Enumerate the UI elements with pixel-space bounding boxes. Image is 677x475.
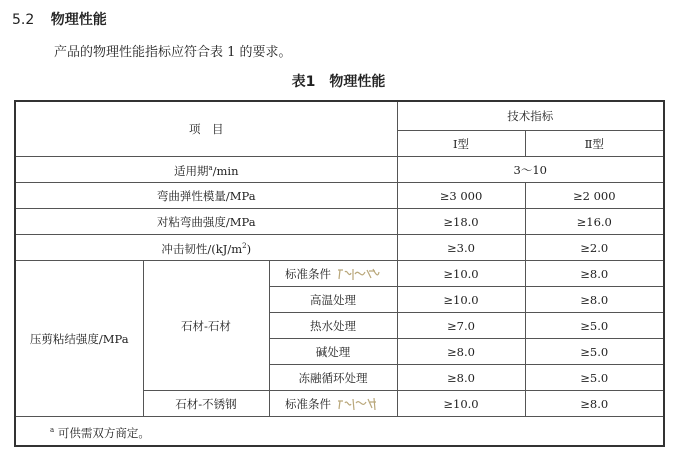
row-label: 对粘弯曲强度/MPa: [15, 209, 397, 235]
value-type2: ≥8.0: [525, 261, 664, 287]
handwritten-signature: [335, 396, 381, 412]
table-row: [15, 183, 664, 209]
value-type2: ≥5.0: [525, 365, 664, 391]
shear-group-stone-stone: 石材-石材: [143, 261, 269, 391]
condition-name: 高温处理: [269, 287, 397, 313]
value-type1: ≥3 000: [397, 183, 525, 209]
shear-group-stone-steel: 石材-不锈钢: [143, 391, 269, 417]
header-type1: Ⅰ型: [397, 131, 525, 157]
value-type2: ≥5.0: [525, 339, 664, 365]
table-row: [15, 209, 664, 235]
value-type1: ≥18.0: [397, 209, 525, 235]
condition-name: 热水处理: [269, 313, 397, 339]
value-type2: ≥8.0: [525, 287, 664, 313]
value-type1: ≥10.0: [397, 261, 525, 287]
handwritten-signature: [335, 266, 381, 282]
row-value-merged: 3～10: [397, 157, 664, 183]
section-number: 5.2: [12, 12, 35, 28]
footnote: $^a$ 可供需双方商定。: [15, 417, 664, 447]
row-label: 适用期$^a$/min: [15, 157, 397, 183]
row-label: 弯曲弹性模量/MPa: [15, 183, 397, 209]
header-tech: 技术指标: [397, 101, 664, 131]
table-caption: 表1 物理性能: [291, 74, 386, 90]
section-heading: [12, 9, 107, 29]
header-item: 项 目: [15, 101, 397, 157]
table-row: [15, 261, 664, 287]
intro-paragraph: 产品的物理性能指标应符合表 1 的要求。: [54, 45, 292, 60]
table-row: [15, 235, 664, 261]
value-type2: ≥16.0: [525, 209, 664, 235]
condition-name: 冻融循环处理: [269, 365, 397, 391]
physical-properties-table: [14, 100, 665, 447]
table-row: [15, 157, 664, 183]
value-type1: ≥10.0: [397, 391, 525, 417]
value-type1: ≥10.0: [397, 287, 525, 313]
value-type2: ≥5.0: [525, 313, 664, 339]
condition-name: 标准条件: [269, 391, 397, 417]
value-type1: ≥7.0: [397, 313, 525, 339]
value-type2: ≥2 000: [525, 183, 664, 209]
shear-label: 压剪粘结强度/MPa: [15, 261, 143, 417]
value-type1: ≥8.0: [397, 365, 525, 391]
value-type2: ≥2.0: [525, 235, 664, 261]
header-type2: Ⅱ型: [525, 131, 664, 157]
value-type1: ≥3.0: [397, 235, 525, 261]
value-type1: ≥8.0: [397, 339, 525, 365]
section-title: 物理性能: [50, 12, 107, 28]
condition-name: 标准条件: [269, 261, 397, 287]
footnote-row: [15, 417, 664, 447]
row-label: 冲击韧性$/(kJ/m^2)$: [15, 235, 397, 261]
value-type2: ≥8.0: [525, 391, 664, 417]
condition-name: 碱处理: [269, 339, 397, 365]
